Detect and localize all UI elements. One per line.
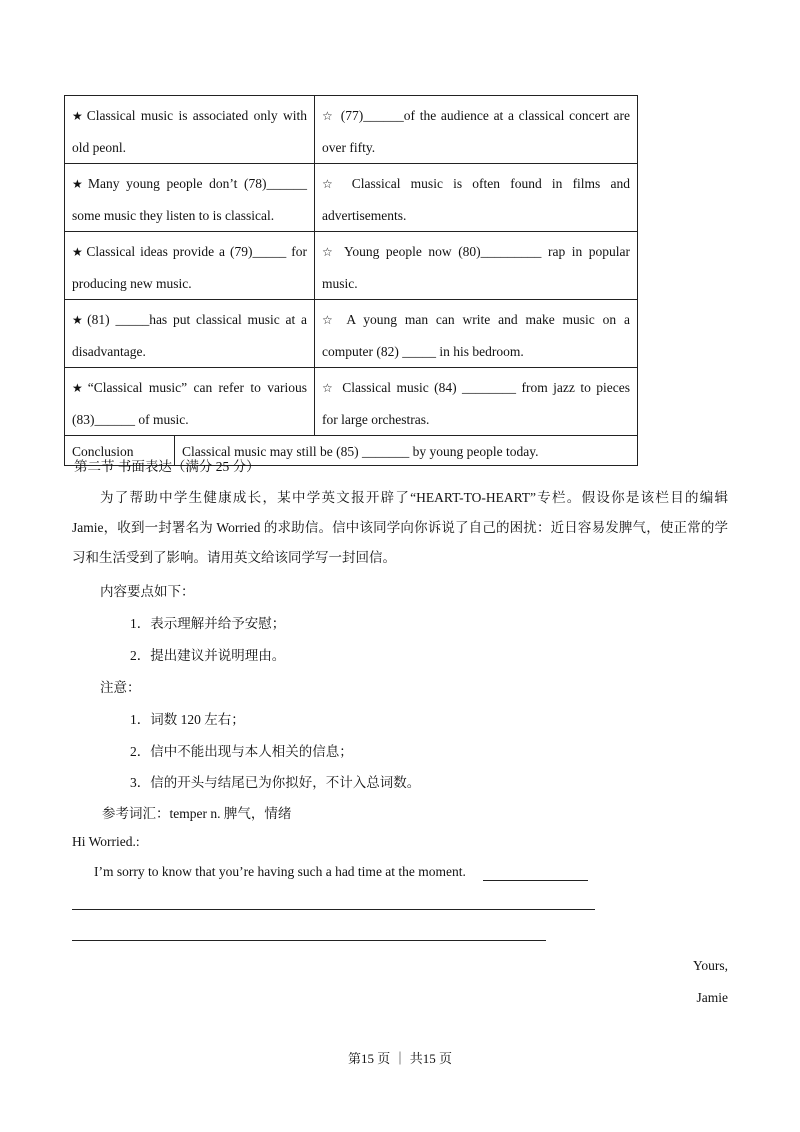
notes-heading: 注意：: [100, 680, 141, 695]
letter-opening-text: I’m sorry to know that you’re having such a had time at the moment.: [94, 864, 466, 879]
table-row: [65, 232, 638, 300]
point-item: 1．表示理解并给予安慰；: [130, 616, 286, 631]
letter-closing: Yours,: [692, 958, 728, 973]
letter-greeting: Hi Worried.:: [72, 834, 140, 849]
table-cell-right: [315, 232, 638, 300]
star-outline-icon: ☆: [322, 313, 338, 327]
star-filled-icon: ★: [72, 177, 87, 191]
table-cell-text: Classical music is associated only with old peonl.: [72, 108, 308, 155]
conclusion-text: Classical music may still be (85) _______ by young people today.: [175, 436, 638, 466]
table-cell-text: (81) _____has put classical music at a disadvantage.: [72, 312, 308, 359]
star-outline-icon: ☆: [322, 245, 336, 259]
star-outline-icon: ☆: [322, 177, 340, 191]
table-cell-text: Classical music is often found in films and advertisements.: [322, 176, 630, 223]
conclusion-label: Conclusion: [65, 436, 175, 466]
table-cell-text: (77)______of the audience at a classical concert are over fifty.: [322, 108, 630, 155]
star-filled-icon: ★: [72, 313, 86, 327]
table-cell-text: Young people now (80)_________ rap in popular music.: [322, 244, 630, 291]
table-row: [65, 368, 638, 436]
table-cell-right: [315, 164, 638, 232]
section-title: 第二节 书面表达（满分 25 分）: [74, 459, 260, 474]
star-filled-icon: ★: [72, 109, 85, 123]
table-cell-text: A young man can write and make music on a computer (82) _____ in his bedroom.: [322, 312, 630, 359]
table-cell-left: [65, 368, 315, 436]
star-outline-icon: ☆: [322, 109, 335, 123]
answer-blank-line[interactable]: [72, 909, 595, 910]
star-filled-icon: ★: [72, 381, 86, 395]
note-item: 2．信中不能出现与本人相关的信息；: [130, 744, 353, 759]
answer-blank-line[interactable]: [72, 940, 546, 941]
table-cell-left: [65, 232, 315, 300]
table-cell-right: [315, 96, 638, 164]
table-cell-text: Classical music (84) ________ from jazz to pieces for large orchestras.: [322, 380, 630, 427]
table-cell-text: Many young people don’t (78)______ some music they listen to is classical.: [72, 176, 308, 223]
table-cell-left: [65, 164, 315, 232]
star-filled-icon: ★: [72, 245, 85, 259]
page-footer: 第15 页 ｜ 共15 页: [347, 1051, 452, 1066]
points-heading: 内容要点如下：: [100, 584, 195, 599]
letter-opening: [94, 864, 466, 880]
vocab-hint: 参考词汇：temper n. 脾气，情绪: [102, 806, 292, 821]
table-cell-right: [315, 300, 638, 368]
writing-task-intro: 为了帮助中学生健康成长，某中学英文报开辟了“HEART-TO-HEART”专栏。假设你是该栏目的编辑Jamie，收到一封署名为 Worried 的求助信。信中该同学向你诉说了自己的困扰：近日容易发脾气，使正常的学习和生活受到了影响。请用英文给该同学写一封回信。: [72, 490, 728, 565]
point-item: 2．提出建议并说明理由。: [130, 648, 286, 663]
answer-blank-line[interactable]: [483, 880, 588, 881]
table-cell-text: “Classical music” can refer to various (83)______ of music.: [72, 380, 308, 427]
letter-signature: Jamie: [696, 990, 728, 1005]
summary-table: [64, 95, 638, 466]
star-outline-icon: ☆: [322, 381, 335, 395]
table-cell-left: [65, 96, 315, 164]
table-row: [65, 300, 638, 368]
note-item: 1．词数 120 左右；: [130, 712, 245, 727]
table-cell-right: [315, 368, 638, 436]
table-cell-text: Classical ideas provide a (79)_____ for producing new music.: [72, 244, 308, 291]
note-item: 3．信的开头与结尾已为你拟好，不计入总词数。: [130, 775, 421, 790]
table-cell-left: [65, 300, 315, 368]
table-row: [65, 96, 638, 164]
table-row: [65, 164, 638, 232]
